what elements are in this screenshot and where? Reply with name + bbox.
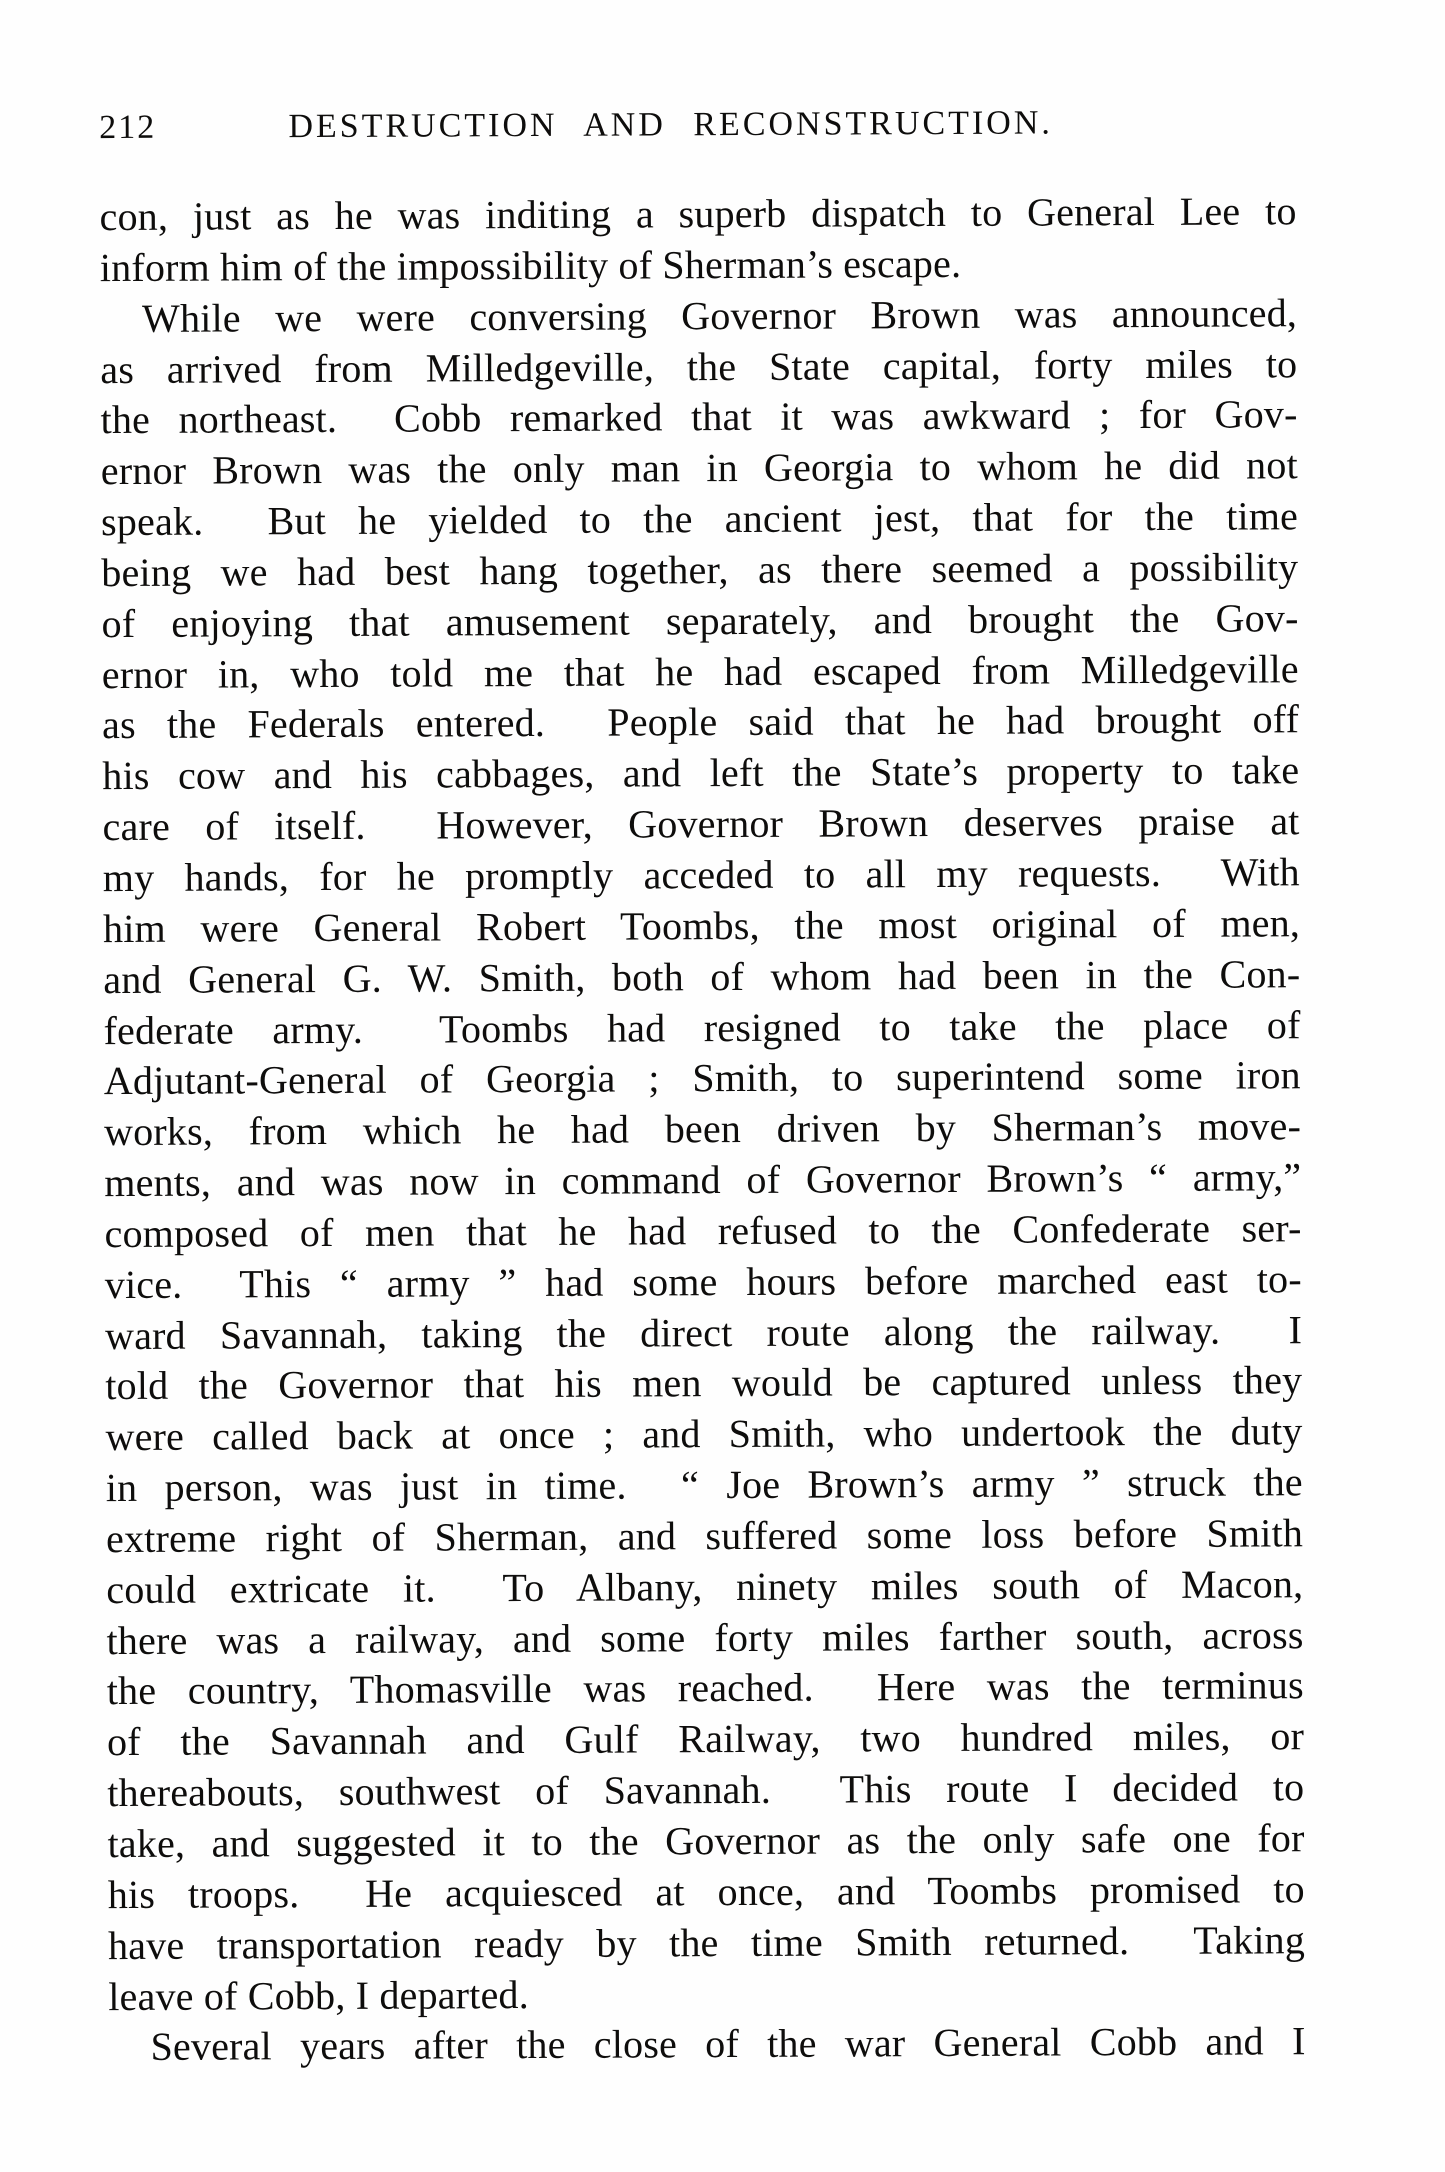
- text-line: and General G. W. Smith, both of whom had been in the Con-: [103, 950, 1301, 1002]
- text-line: my hands, for he promptly acceded to all my requests. With: [102, 849, 1300, 901]
- text-line: leave of Cobb, I departed.: [108, 1971, 529, 2019]
- page-number: 212: [99, 108, 157, 147]
- text-line: speak. But he yielded to the ancient jest, that for the time: [100, 493, 1299, 545]
- text-line: ments, and was now in command of Governor Brown’s “ army,”: [104, 1154, 1302, 1206]
- text-line: as arrived from Milledgeville, the State capital, forty miles to: [100, 340, 1298, 392]
- text-line: as the Federals entered. People said that he had brought off: [101, 696, 1300, 748]
- text-line: composed of men that he had refused to the Confederate ser-: [104, 1205, 1302, 1256]
- text-line: being we had best hang together, as there seemed a possibility: [101, 544, 1299, 596]
- text-line: have transportation ready by the time Smith returned. Taking: [107, 1916, 1306, 1968]
- text-line: the country, Thomasville was reached. Here was the terminus: [106, 1662, 1304, 1714]
- text-line: the northeast. Cobb remarked that it was awkward ; for Gov-: [100, 391, 1298, 443]
- text-line: there was a railway, and some forty miles farther south, across: [106, 1611, 1304, 1663]
- text-line: were called back at once ; and Smith, who undertook the duty: [105, 1408, 1303, 1460]
- text-line: care of itself. However, Governor Brown deserves praise at: [102, 798, 1300, 850]
- text-line: could extricate it. To Albany, ninety miles south of Macon,: [106, 1561, 1304, 1612]
- text-line: ernor in, who told me that he had escaped from Milledgeville: [101, 645, 1299, 697]
- page-body: [99, 186, 1305, 2073]
- text-line: federate army. Toombs had resigned to take the place of: [103, 1001, 1301, 1053]
- text-line: ernor Brown was the only man in Georgia to whom he did not: [100, 442, 1298, 494]
- text-line: thereabouts, southwest of Savannah. This route I decided to: [107, 1764, 1305, 1816]
- text-line: Several years after the close of the war General Cobb and I: [150, 2018, 1306, 2070]
- text-line: While we were conversing Governor Brown was announced,: [141, 289, 1298, 341]
- text-line: works, from which he had been driven by Sherman’s move-: [103, 1103, 1302, 1155]
- text-line: told the Governor that his men would be captured unless they: [105, 1357, 1303, 1409]
- text-line: inform him of the impossibility of Sherman’s escape.: [99, 240, 962, 290]
- text-line: take, and suggested it to the Governor as the only safe one for: [107, 1815, 1305, 1867]
- text-line: his troops. He acquiesced at once, and Toombs promised to: [107, 1866, 1305, 1917]
- text-line: Adjutant-General of Georgia ; Smith, to superintend some iron: [103, 1052, 1301, 1104]
- text-line: his cow and his cabbages, and left the State’s property to take: [102, 747, 1300, 799]
- text-line: him were General Robert Toombs, the most original of men,: [102, 900, 1301, 951]
- running-head-title: DESTRUCTION AND RECONSTRUCTION.: [288, 104, 1053, 146]
- text-line: con, just as he was inditing a superb dispatch to General Lee to: [99, 188, 1297, 240]
- text-line: ward Savannah, taking the direct route along the railway. I: [104, 1306, 1303, 1358]
- text-line: in person, was just in time. “ Joe Brown’s army ” struck the: [105, 1459, 1303, 1511]
- text-line: of the Savannah and Gulf Railway, two hundred miles, or: [106, 1713, 1305, 1765]
- text-line: vice. This “ army ” had some hours before marched east to-: [104, 1255, 1302, 1307]
- running-header: [99, 100, 1296, 150]
- text-line: of enjoying that amusement separately, and brought the Gov-: [101, 594, 1299, 646]
- text-line: extreme right of Sherman, and suffered some loss before Smith: [105, 1510, 1304, 1562]
